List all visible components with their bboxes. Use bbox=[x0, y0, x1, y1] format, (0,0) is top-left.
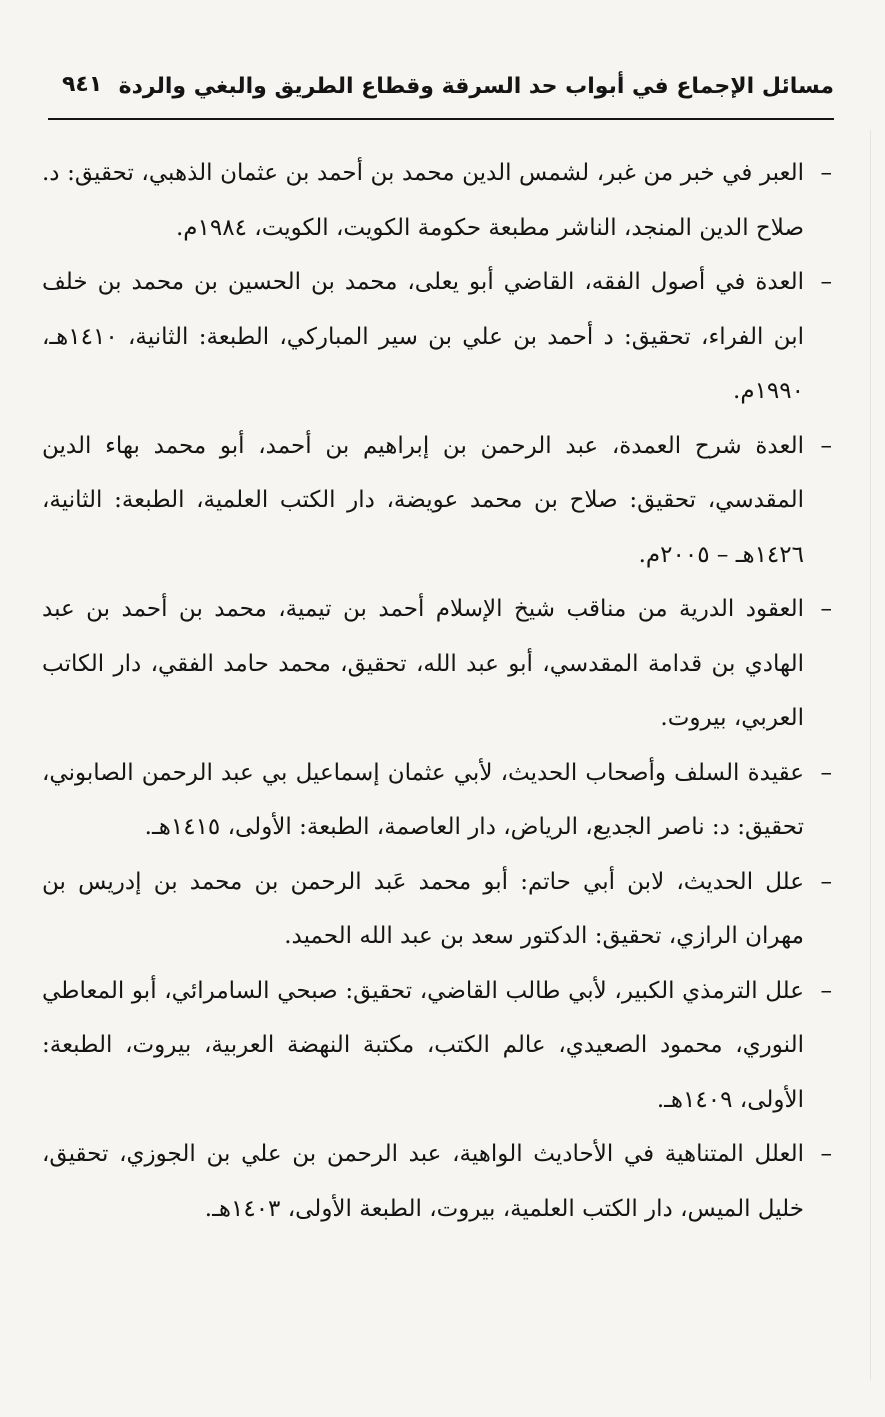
entry-dash: – bbox=[820, 759, 832, 786]
bibliography-entry bbox=[42, 855, 832, 964]
bibliography-entry bbox=[42, 582, 832, 746]
entry-dash: – bbox=[820, 432, 832, 459]
bibliography-entry bbox=[42, 146, 832, 255]
bibliography-entry bbox=[42, 419, 832, 583]
scan-margin-line bbox=[870, 130, 871, 1380]
bibliography-list bbox=[42, 146, 832, 1236]
header-rule bbox=[48, 118, 834, 120]
entry-dash: – bbox=[820, 596, 832, 622]
entry-dash: – bbox=[820, 868, 832, 895]
page-number: ٩٤١ bbox=[62, 72, 103, 97]
entry-dash: – bbox=[820, 1141, 832, 1167]
entry-text: العبر في خبر من غبر، لشمس الدين محمد بن أحمد بن عثمان الذهبي، تحقيق: د. صلاح الدين المنجد، الناشر مطبعة حكومة الكويت، الكويت، ١٩٨٤م. bbox=[42, 160, 804, 241]
entry-dash: – bbox=[820, 269, 832, 295]
entry-text: العلل المتناهية في الأحاديث الواهية، عبد الرحمن بن علي بن الجوزي، تحقيق، خليل الميس، دار الكتب العلمية، بيروت، الطبعة الأولى، ١٤٠٣هـ. bbox=[42, 1141, 804, 1222]
header-title: مسائل الإجماع في أبواب حد السرقة وقطاع الطريق والبغي والردة bbox=[118, 74, 834, 99]
entry-dash: – bbox=[820, 977, 832, 1004]
entry-dash: – bbox=[820, 160, 832, 186]
entry-text: العقود الدرية من مناقب شيخ الإسلام أحمد بن تيمية، محمد بن أحمد بن عبد الهادي بن قدامة المقدسي، أبو عبد الله، تحقيق، محمد حامد الفقي، دار الكاتب العربي، بيروت. bbox=[42, 596, 804, 731]
bibliography-entry bbox=[42, 746, 832, 855]
bibliography-entry bbox=[42, 255, 832, 419]
bibliography-entry bbox=[42, 1127, 832, 1236]
entry-text: علل الحديث، لابن أبي حاتم: أبو محمد عَبد الرحمن بن محمد بن إدريس بن مهران الرازي، تحقيق: الدكتور سعد بن عبد الله الحميد. bbox=[42, 868, 804, 949]
entry-text: العدة شرح العمدة، عبد الرحمن بن إبراهيم بن أحمد، أبو محمد بهاء الدين المقدسي، تحقيق: صلاح بن محمد عويضة، دار الكتب العلمية، الطبعة: الثانية، ١٤٢٦هـ – ٢٠٠٥م. bbox=[42, 432, 804, 568]
entry-text: العدة في أصول الفقه، القاضي أبو يعلى، محمد بن الحسين بن محمد بن خلف ابن الفراء، تحقيق: د أحمد بن علي بن سير المباركي، الطبعة: الثانية، ١٤١٠هـ، ١٩٩٠م. bbox=[42, 269, 804, 404]
entry-text: علل الترمذي الكبير، لأبي طالب القاضي، تحقيق: صبحي السامرائي، أبو المعاطي النوري، محمود الصعيدي، عالم الكتب، مكتبة النهضة العربية، بيروت، الطبعة: الأولى، ١٤٠٩هـ. bbox=[42, 977, 804, 1113]
bibliography-entry bbox=[42, 964, 832, 1128]
running-header bbox=[48, 62, 834, 122]
entry-text: عقيدة السلف وأصحاب الحديث، لأبي عثمان إسماعيل بي عبد الرحمن الصابوني، تحقيق: د: ناصر الجديع، الرياض، دار العاصمة، الطبعة: الأولى، ١٤١٥هـ. bbox=[42, 759, 804, 840]
